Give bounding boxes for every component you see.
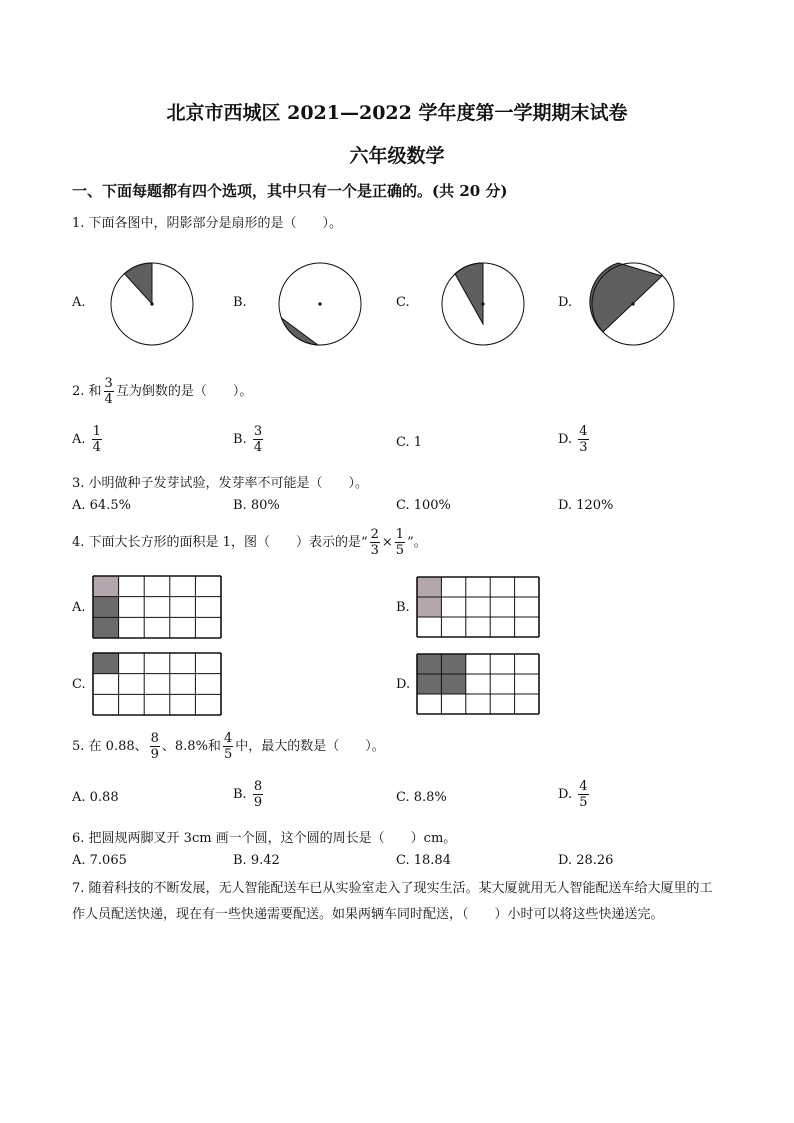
q6-option-a[interactable]: A. 7.065: [72, 853, 127, 868]
q3-option-c[interactable]: C. 100%: [396, 498, 451, 513]
q5-option-a[interactable]: A. 0.88: [72, 790, 119, 805]
grid-shaded-cell: [441, 674, 465, 694]
q1-option-a[interactable]: A.: [72, 295, 86, 310]
grid-shaded-cell: [417, 674, 441, 694]
q4-grid-d: [416, 653, 540, 715]
q1-figure-c: [441, 262, 525, 346]
q6-option-b[interactable]: B. 9.42: [233, 853, 280, 868]
q1-figure-b: [278, 262, 362, 346]
question-5: 5. 在 0.88、 $\frac{8}{9}$ 、8.8%和 $\frac{4}{5}$ 中，最大的数是（ ）。: [72, 731, 385, 762]
grid-shaded-cell: [417, 597, 441, 617]
q1-option-c[interactable]: C.: [396, 295, 410, 310]
question-6: 6. 把圆规两脚叉开 3cm 画一个圆，这个圆的周长是（ ）cm。: [72, 831, 457, 846]
question-3: 3. 小明做种子发芽试验，发芽率不可能是（ ）。: [72, 476, 369, 491]
grid-shaded-cell: [93, 597, 119, 618]
grid-shaded-cell: [93, 617, 119, 638]
q3-option-b[interactable]: B. 80%: [233, 498, 280, 513]
question-2: 2. 和 $\frac{3}{4}$ 互为倒数的是（ ）。: [72, 376, 253, 407]
grid-shaded-cell: [93, 576, 119, 597]
grid-shaded-cell: [417, 577, 441, 597]
q4-option-a[interactable]: A.: [72, 600, 86, 615]
q6-option-d[interactable]: D. 28.26: [558, 853, 614, 868]
grid-shaded-cell: [441, 654, 465, 674]
q2-option-c[interactable]: C. 1: [396, 435, 423, 450]
q4-grid-b: [416, 576, 540, 638]
question-4: 4. 下面大长方形的面积是 1，图（ ）表示的是“ $\frac{2}{3}$ × $\frac{1}{5}$ ”。: [72, 527, 427, 558]
question-7: 7. 随着科技的不断发展，无人智能配送车已从实验室走入了现实生活。某大厦就用无人智能配送车给大厦里的工作人员配送快递，现在有一些快递需要配送。如果两辆车同时配送，（ ）小时可以将这些快递送完。: [72, 881, 713, 922]
q4-option-d[interactable]: D.: [396, 677, 411, 692]
q1-figure-a: [110, 262, 194, 346]
q1-figure-d: [591, 262, 675, 346]
q1-option-d[interactable]: D.: [558, 295, 573, 310]
q3-option-a[interactable]: A. 64.5%: [72, 498, 131, 513]
page-subtitle: 六年级数学: [349, 145, 445, 167]
q2-fraction: $\frac{3}{4}$: [104, 376, 113, 407]
q4-option-c[interactable]: C.: [72, 677, 86, 692]
question-1: 1. 下面各图中，阴影部分是扇形的是（ ）。: [72, 216, 343, 231]
q2-option-b[interactable]: B. $\frac{3}{4}$: [233, 424, 263, 455]
q2-option-d[interactable]: D. $\frac{4}{3}$: [558, 424, 588, 455]
q3-option-d[interactable]: D. 120%: [558, 498, 614, 513]
grid-shaded-cell: [417, 654, 441, 674]
q4-option-b[interactable]: B.: [396, 600, 410, 615]
q6-option-c[interactable]: C. 18.84: [396, 853, 451, 868]
q5-option-c[interactable]: C. 8.8%: [396, 790, 447, 805]
q4-grid-c: [92, 652, 222, 716]
q5-option-d[interactable]: D. $\frac{4}{5}$: [558, 779, 588, 810]
q4-grid-a: [92, 575, 222, 639]
q1-option-b[interactable]: B.: [233, 295, 247, 310]
page-title: 北京市西城区 2021—2022 学年度第一学期期末试卷: [166, 102, 628, 124]
section-heading: 一、下面每题都有四个选项，其中只有一个是正确的。(共 20 分): [72, 182, 508, 200]
q5-option-b[interactable]: B. $\frac{8}{9}$: [233, 779, 263, 810]
q2-option-a[interactable]: A. $\frac{1}{4}$: [72, 424, 101, 455]
grid-shaded-cell: [93, 653, 119, 674]
